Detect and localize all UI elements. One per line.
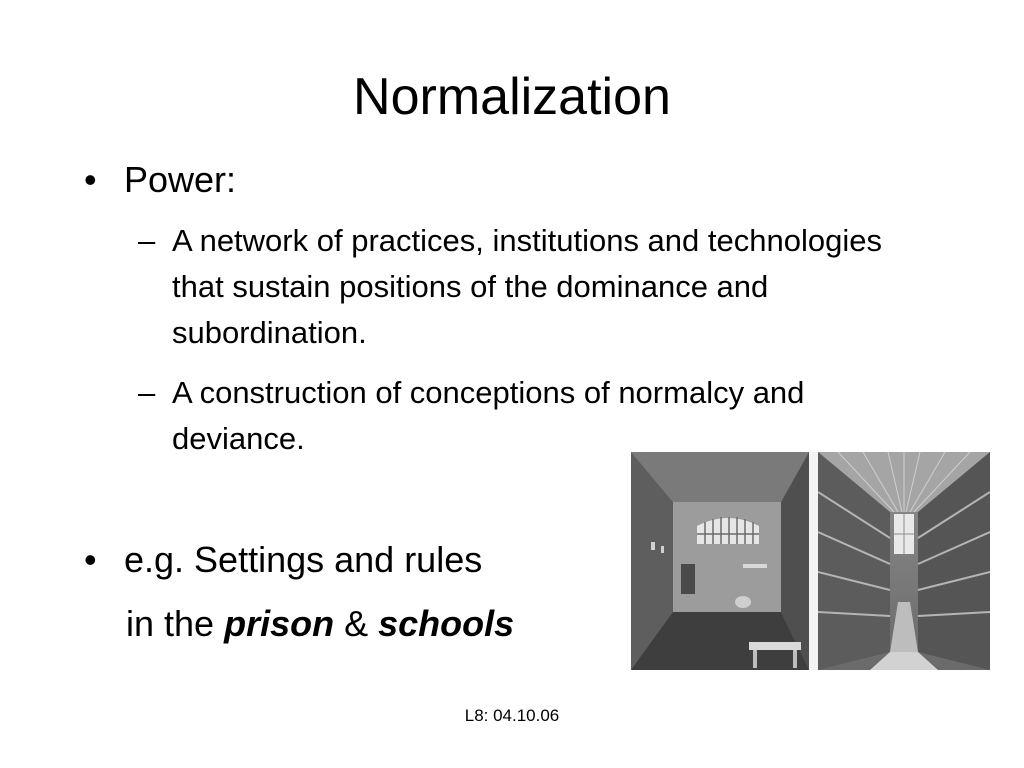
emphasis-prison: prison (224, 603, 335, 644)
prison-cell-photo (631, 452, 809, 670)
photo-divider (809, 452, 818, 670)
prison-hall-photo (818, 452, 990, 670)
bullet-text: Power: (124, 159, 237, 200)
bullet-text: e.g. Settings and rules (124, 539, 483, 580)
continuation-prefix: in the (126, 603, 225, 644)
slide-title: Normalization (353, 68, 671, 126)
dash-marker: – (138, 223, 156, 258)
continuation-middle: & (334, 603, 379, 644)
subitem-text: A network of practices, institutions and technologies that sustain positions of the dominance and subordination. (172, 223, 882, 350)
subitem-text: A construction of conceptions of normalcy and deviance. (172, 375, 805, 456)
bullet-continuation (126, 602, 514, 646)
bullet-marker: • (84, 159, 97, 200)
slide-footer: L8: 04.10.06 (464, 706, 560, 725)
dash-marker: – (138, 375, 156, 410)
prison-hall-illustration (818, 452, 990, 670)
bullet-example (84, 538, 482, 582)
subitem-network (138, 218, 918, 356)
prison-cell-illustration (631, 452, 809, 670)
subitem-construction (138, 370, 918, 462)
emphasis-schools: schools (378, 603, 515, 644)
bullet-power (84, 158, 236, 202)
bullet-marker: • (84, 539, 97, 580)
